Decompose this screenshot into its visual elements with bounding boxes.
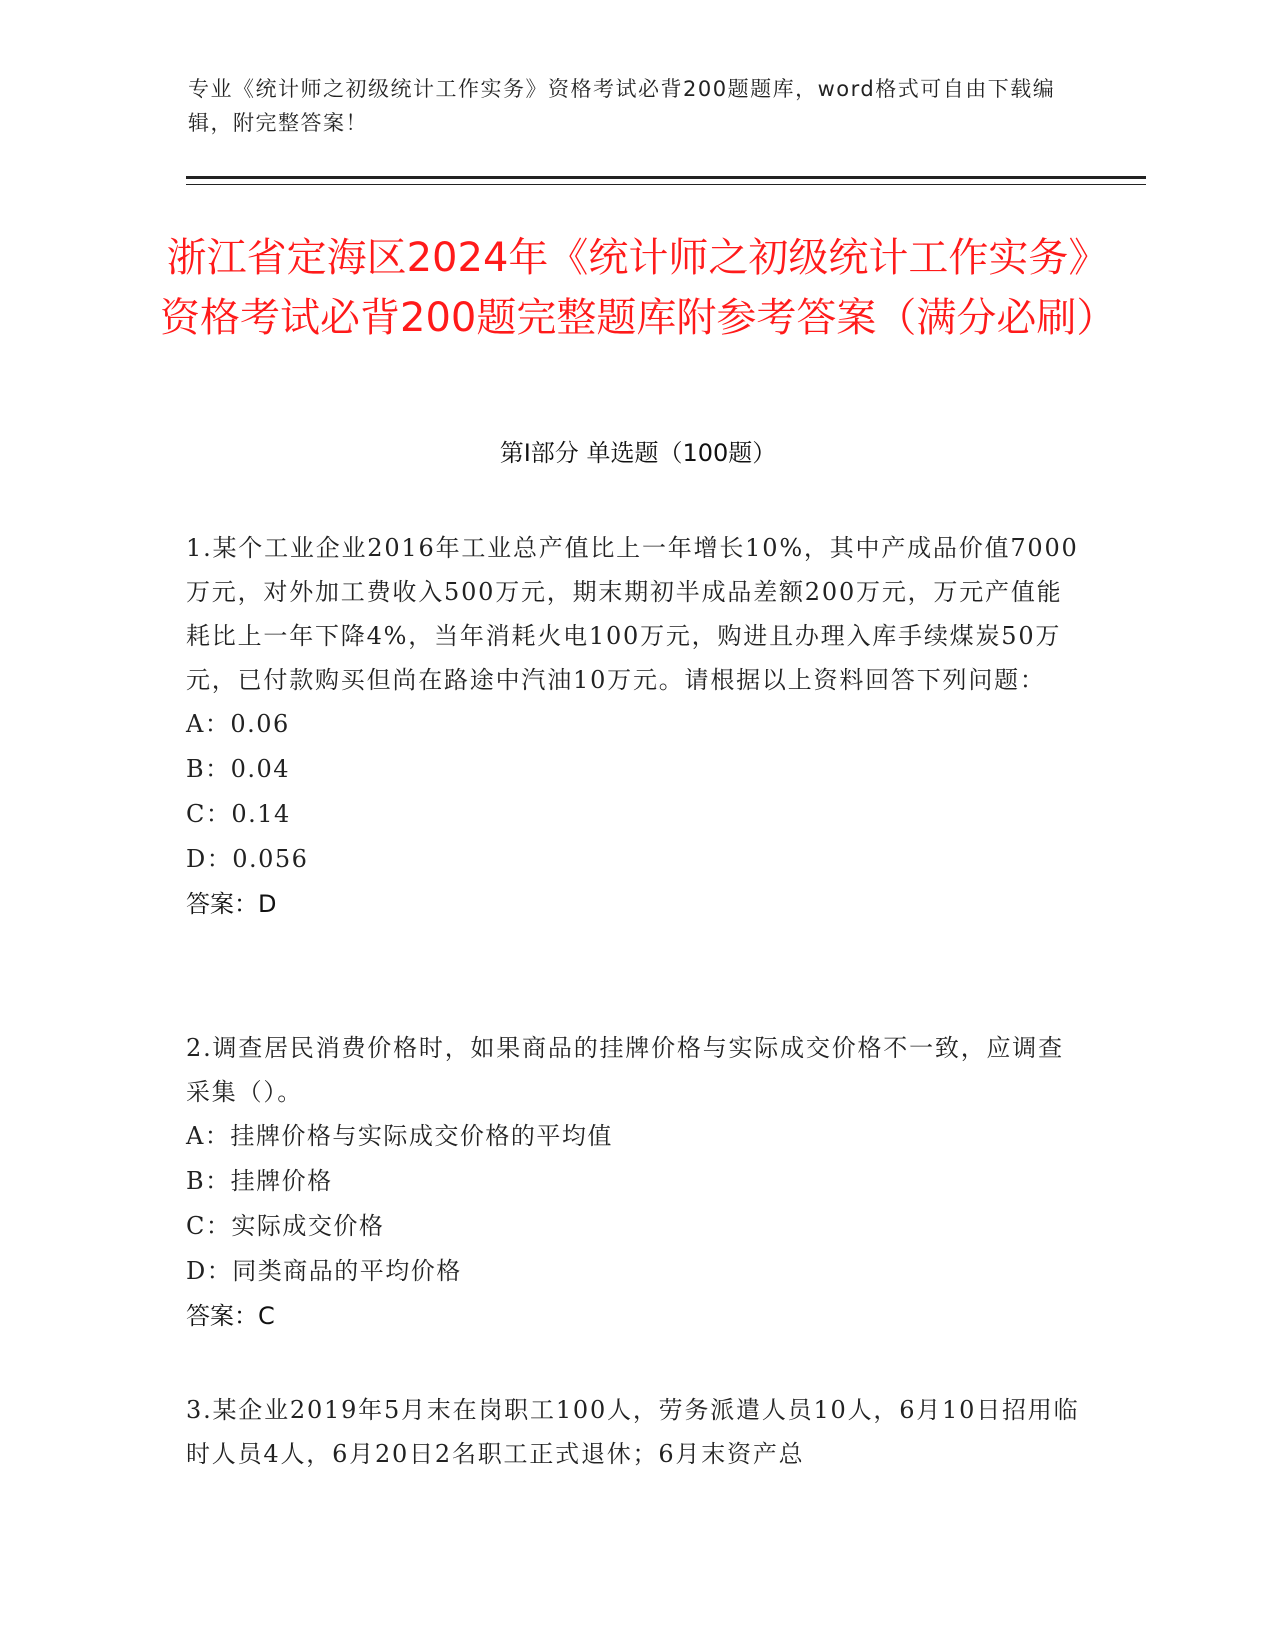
header-divider-thick: [186, 176, 1146, 179]
section-title: 第I部分 单选题（100题）: [499, 439, 777, 467]
header-divider-thin: [186, 184, 1146, 185]
document-title: 浙江省定海区2024年《统计师之初级统计工作实务》资格考试必背200题完整题库附参考答案（满分必刷）: [160, 235, 1117, 341]
question-stem: 2.调查居民消费价格时，如果商品的挂牌价格与实际成交价格不一致，应调查采集（）。: [186, 1034, 1064, 1106]
question-3: [186, 1388, 1086, 1476]
answer-label: 答案：D: [186, 890, 277, 918]
option-c: C：实际成交价格: [186, 1212, 385, 1240]
option-d: D：同类商品的平均价格: [186, 1257, 462, 1285]
option-a: A：0.06: [186, 710, 290, 738]
option-c: C：0.14: [186, 800, 291, 828]
question-stem: 3.某企业2019年5月末在岗职工100人，劳务派遣人员10人，6月10日招用临时人员4人，6月20日2名职工正式退休；6月末资产总: [186, 1396, 1080, 1468]
header-note: 专业《统计师之初级统计工作实务》资格考试必背200题题库，word格式可自由下载编辑，附完整答案！: [188, 77, 1056, 135]
option-b: B：挂牌价格: [186, 1167, 333, 1195]
question-1: [186, 526, 1086, 927]
answer-label: 答案：C: [186, 1302, 275, 1330]
option-b: B：0.04: [186, 755, 291, 783]
option-d: D：0.056: [186, 845, 309, 873]
question-stem: 1.某个工业企业2016年工业总产值比上一年增长10%，其中产成品价值7000万元，对外加工费收入500万元，期末期初半成品差额200万元，万元产值能耗比上一年下降4%，当年消耗火电100万元，购进且办理入库手续煤炭50万元，已付款购买但尚在路途中汽油10万元。请根据以上资料回答下列问题：: [186, 534, 1079, 694]
question-2: [186, 1026, 1086, 1339]
option-a: A：挂牌价格与实际成交价格的平均值: [186, 1122, 613, 1150]
